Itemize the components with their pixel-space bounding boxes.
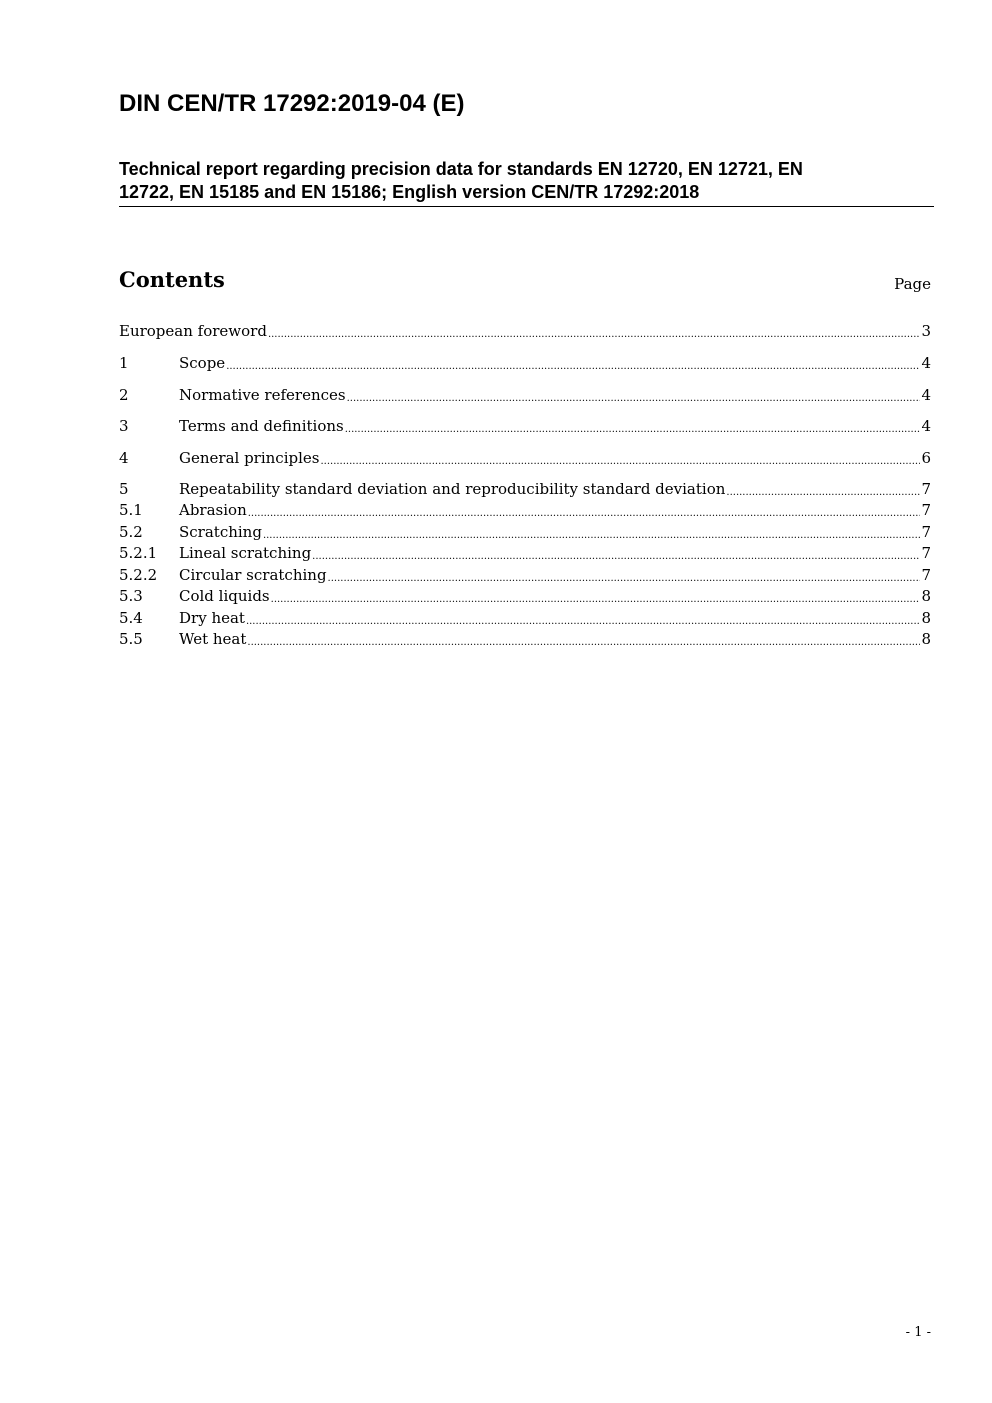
toc-entry-number: 5.2.1 (119, 544, 158, 562)
toc-leader-dots (248, 508, 921, 519)
toc-leader-dots (226, 361, 920, 372)
toc-entry-abrasion[interactable] (119, 501, 931, 521)
toc-entry-title: Scope (179, 354, 226, 372)
toc-entry-number: 5.1 (119, 501, 143, 519)
toc-entry-scope[interactable] (119, 354, 931, 374)
toc-entry-european-foreword[interactable] (119, 322, 931, 342)
toc-leader-dots (247, 637, 920, 648)
toc-entry-title: Dry heat (179, 609, 245, 627)
toc-entry-page: 7 (921, 523, 931, 541)
document-subtitle-line-2: 12722, EN 15185 and EN 15186; English version CEN/TR 17292:2018 (119, 182, 700, 202)
toc-entry-page: 4 (921, 354, 931, 372)
toc-entry-title: General principles (179, 449, 320, 467)
toc-entry-number: 3 (119, 417, 129, 435)
toc-entry-page: 4 (921, 417, 931, 435)
toc-entry-number: 5.2 (119, 523, 143, 541)
toc-entry-general-principles[interactable] (119, 449, 931, 469)
toc-entry-title: Cold liquids (179, 587, 270, 605)
toc-leader-dots (345, 424, 921, 435)
toc-leader-dots (271, 594, 921, 605)
contents-heading: Contents (119, 267, 225, 292)
toc-entry-title: Scratching (179, 523, 262, 541)
subtitle-divider (119, 206, 934, 207)
toc-entry-title: Repeatability standard deviation and reproducibility standard deviation (179, 480, 726, 498)
toc-entry-page: 7 (921, 501, 931, 519)
toc-entry-title: Normative references (179, 386, 346, 404)
toc-entry-page: 3 (921, 322, 931, 340)
toc-entry-normative-references[interactable] (119, 386, 931, 406)
toc-entry-number: 4 (119, 449, 129, 467)
toc-entry-title: Wet heat (179, 630, 247, 648)
toc-entry-lineal-scratching[interactable] (119, 544, 931, 564)
toc-entry-page: 8 (921, 609, 931, 627)
toc-entry-number: 1 (119, 354, 129, 372)
toc-entry-page: 8 (921, 587, 931, 605)
toc-entry-scratching[interactable] (119, 523, 931, 543)
document-subtitle (119, 158, 899, 204)
toc-entry-terms-and-definitions[interactable] (119, 417, 931, 437)
toc-entry-circular-scratching[interactable] (119, 566, 931, 586)
document-title: DIN CEN/TR 17292:2019-04 (E) (119, 90, 465, 117)
toc-entry-page: 7 (921, 566, 931, 584)
toc-leader-dots (268, 329, 921, 340)
page-column-label: Page (894, 275, 931, 293)
toc-leader-dots (320, 456, 920, 467)
toc-leader-dots (328, 573, 921, 584)
toc-leader-dots (312, 551, 920, 562)
toc-entry-page: 7 (921, 544, 931, 562)
toc-entry-title: Terms and definitions (179, 417, 344, 435)
toc-entry-number: 5.2.2 (119, 566, 158, 584)
toc-leader-dots (246, 616, 921, 627)
toc-entry-title: Lineal scratching (179, 544, 312, 562)
toc-entry-title: Abrasion (179, 501, 247, 519)
toc-entry-wet-heat[interactable] (119, 630, 931, 650)
toc-entry-number: 5.3 (119, 587, 143, 605)
page-number-footer: - 1 - (905, 1325, 931, 1340)
toc-entry-number: 5.4 (119, 609, 143, 627)
toc-entry-repeatability[interactable] (119, 480, 931, 500)
toc-leader-dots (347, 393, 921, 404)
toc-leader-dots (263, 530, 921, 541)
toc-entry-number: 2 (119, 386, 129, 404)
toc-entry-title: Circular scratching (179, 566, 327, 584)
toc-entry-dry-heat[interactable] (119, 609, 931, 629)
toc-entry-number: 5 (119, 480, 129, 498)
toc-entry-page: 4 (921, 386, 931, 404)
toc-leader-dots (726, 487, 920, 498)
toc-entry-page: 8 (921, 630, 931, 648)
toc-entry-page: 7 (921, 480, 931, 498)
toc-entry-title: European foreword (119, 322, 267, 340)
toc-entry-page: 6 (921, 449, 931, 467)
document-subtitle-line-1: Technical report regarding precision data for standards EN 12720, EN 12721, EN (119, 159, 803, 179)
toc-entry-cold-liquids[interactable] (119, 587, 931, 607)
toc-entry-number: 5.5 (119, 630, 143, 648)
